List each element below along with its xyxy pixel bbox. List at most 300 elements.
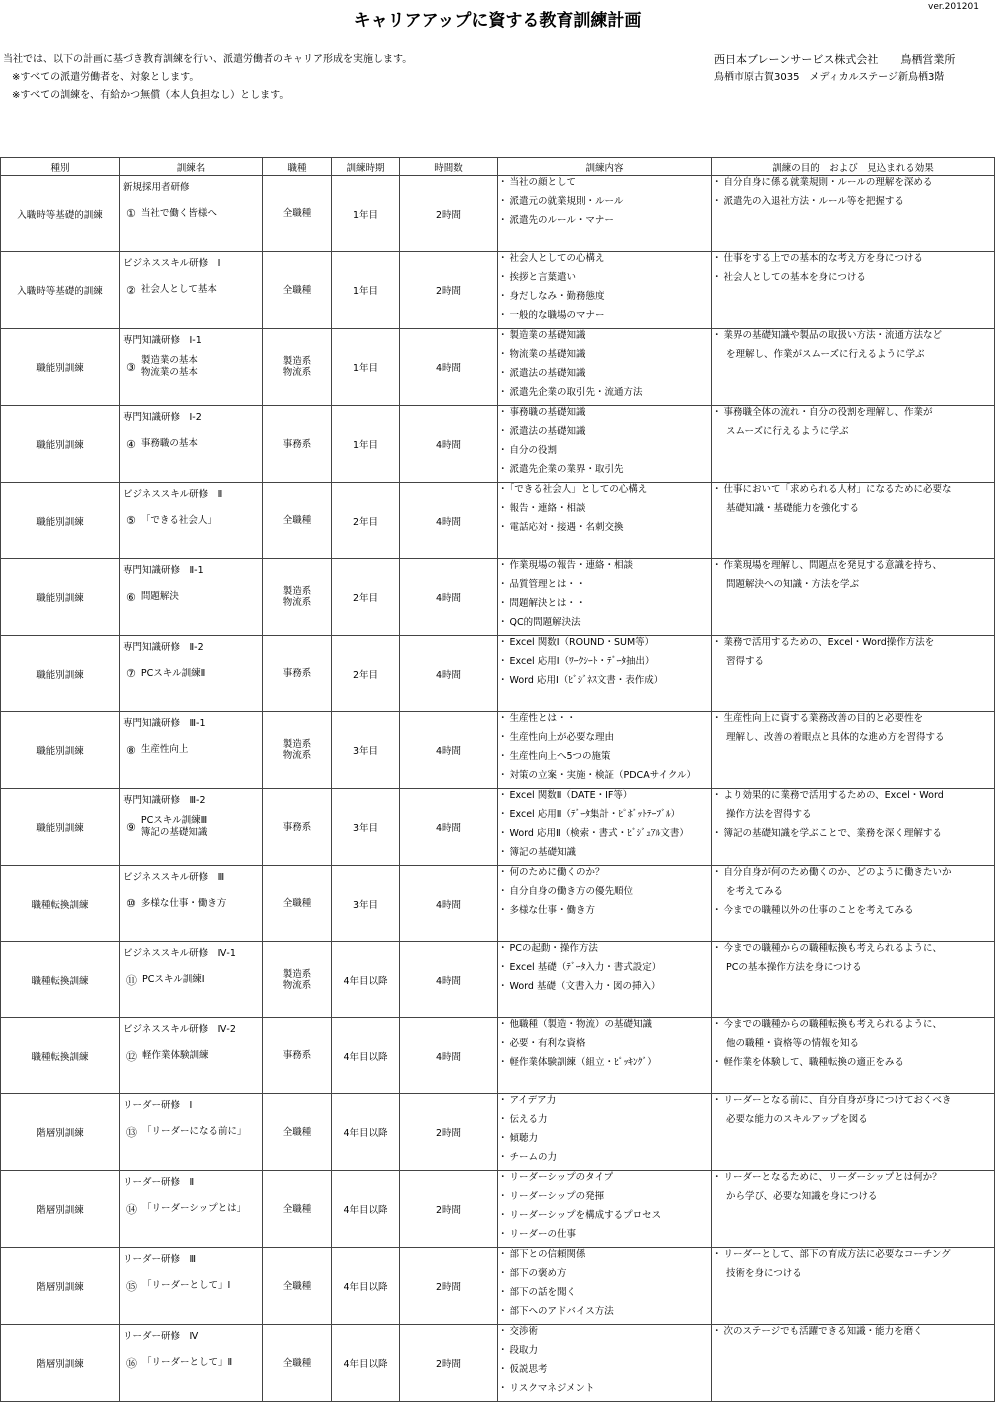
training-name-cell xyxy=(120,176,263,252)
series-label: 専門知識研修 Ⅲ-1 xyxy=(123,718,206,729)
course-name xyxy=(142,1357,232,1369)
content-item: ・ 簿記の基礎知識 xyxy=(498,846,711,865)
goal-line: ・ 軽作業を体験して、職種転換の適正をみる xyxy=(712,1056,994,1075)
content-item: ・ リーダーシップを構成するプロセス xyxy=(498,1209,711,1228)
course-number: ⑨ xyxy=(126,820,136,834)
goal-cell xyxy=(712,789,995,866)
page-title: キャリアアップに資する教育訓練計画 xyxy=(353,11,642,31)
content-item: ・ 対策の立案・実施・検証（PDCAサイクル） xyxy=(498,769,711,788)
category-cell: 階層別訓練 xyxy=(1,1248,120,1325)
goal-line: から学び、必要な知識を身につける xyxy=(726,1191,878,1202)
goal-line: ・ 仕事をする上での基本的な考え方を身につける xyxy=(712,252,994,271)
content-item: ・ 一般的な職場のマナー xyxy=(498,309,711,328)
content-item: ・ 物流業の基礎知識 xyxy=(498,348,711,367)
content-item: ・ 報告・連絡・相談 xyxy=(498,502,711,521)
hours-cell: 4時間 xyxy=(400,559,498,636)
goal-line: 理解し、改善の着眼点と具体的な進め方を習得する xyxy=(726,732,945,743)
course-name xyxy=(142,974,205,986)
goal-line: 習得する xyxy=(726,656,765,667)
goal-line: ・ 自分自身に係る就業規則・ルールの理解を深める xyxy=(712,176,994,195)
series-label: ビジネススキル研修 Ⅳ-1 xyxy=(123,948,236,959)
goal-line: ・ 生産性向上に資する業務改善の目的と必要性を xyxy=(712,712,994,731)
content-item: ・ 必要・有利な資格 xyxy=(498,1037,711,1056)
goal-cell xyxy=(712,712,995,789)
hours-cell: 4時間 xyxy=(400,329,498,406)
contents-cell xyxy=(498,1248,712,1325)
period-cell: 1年目 xyxy=(332,176,400,252)
contents-cell xyxy=(498,866,712,942)
header-cell: 訓練内容 xyxy=(498,158,712,176)
course xyxy=(126,406,258,482)
table-row xyxy=(1,1018,995,1094)
hours-cell: 2時間 xyxy=(400,176,498,252)
hours-cell: 2時間 xyxy=(400,1094,498,1171)
table-row xyxy=(1,252,995,329)
intro-text xyxy=(3,51,412,105)
training-name-cell xyxy=(120,329,263,406)
intro-note: ※すべての訓練を、有給かつ無償（本人負担なし）とします。 xyxy=(12,90,290,101)
contents-cell xyxy=(498,636,712,712)
goal-line: ・ 作業現場を理解し、問題点を発見する意識を持ち、 xyxy=(712,559,994,578)
goal-line: 操作方法を習得する xyxy=(726,809,812,820)
course xyxy=(126,1018,258,1093)
goal-line: ・ 業務で活用するための、Excel・Word操作方法を xyxy=(712,636,994,655)
job-type: 全職種 xyxy=(282,1203,312,1215)
hours-cell: 2時間 xyxy=(400,1248,498,1325)
training-name-cell xyxy=(120,712,263,789)
content-item: ・ 製造業の基礎知識 xyxy=(498,329,711,348)
contents-cell xyxy=(498,329,712,406)
goal-cell xyxy=(712,866,995,942)
goal-line: を考えてみる xyxy=(726,886,784,897)
course-name-line: PCスキル訓練Ⅲ xyxy=(140,815,208,826)
content-item: ・ リスクマネジメント xyxy=(498,1382,711,1401)
course-name-line: 「リーダーシップとは」 xyxy=(142,1203,247,1214)
training-name-cell xyxy=(120,1094,263,1171)
course-name xyxy=(141,208,217,220)
content-item: ・ 軽作業体験訓練（組立・ﾋﾟｯｷﾝｸﾞ） xyxy=(498,1056,711,1075)
course-name-line: 製造業の基本 xyxy=(140,355,198,366)
goal-cell xyxy=(712,1094,995,1171)
table-row xyxy=(1,176,995,252)
course-name-line: 問題解決 xyxy=(140,591,179,602)
goal-line: ・ 簿記の基礎知識を学ぶことで、業務を深く理解する xyxy=(712,827,994,846)
category-cell: 職種転換訓練 xyxy=(1,866,120,942)
content-item: ・ 部下の褒め方 xyxy=(498,1267,711,1286)
series-label: 新規採用者研修 xyxy=(123,182,190,193)
job-type-cell xyxy=(263,866,332,942)
job-type: 物流系 xyxy=(282,750,312,761)
content-item: ・ 作業現場の報告・連絡・相談 xyxy=(498,559,711,578)
goal-line: 必要な能力のスキルアップを図る xyxy=(726,1114,868,1125)
goal-line: 問題解決への知識・方法を学ぶ xyxy=(726,579,860,590)
course-number: ⑩ xyxy=(126,897,136,910)
goal-line: ・ より効果的に業務で活用するための、Excel・Word xyxy=(712,789,994,808)
training-name-cell xyxy=(120,252,263,329)
goal-cell xyxy=(712,176,995,252)
content-item: ・ 伝える力 xyxy=(498,1113,711,1132)
course xyxy=(126,1248,258,1324)
job-type: 全職種 xyxy=(282,1280,312,1292)
hours-cell: 2時間 xyxy=(400,1325,498,1402)
content-item: ・ リーダーシップのタイプ xyxy=(498,1171,711,1190)
goal-line: ・ リーダーとなるために、リーダーシップとは何か？ xyxy=(712,1171,994,1190)
table-body xyxy=(1,176,995,1402)
course xyxy=(126,789,258,865)
series-label: 専門知識研修 Ⅰ-2 xyxy=(123,412,202,423)
course xyxy=(126,866,258,941)
category-cell: 階層別訓練 xyxy=(1,1325,120,1402)
hours-cell: 4時間 xyxy=(400,866,498,942)
contents-cell xyxy=(498,559,712,636)
course-number: ⑮ xyxy=(126,1280,137,1293)
table-row xyxy=(1,1171,995,1248)
course xyxy=(126,942,258,1017)
table-row xyxy=(1,636,995,712)
category-cell: 職能別訓練 xyxy=(1,329,120,406)
course xyxy=(126,636,258,711)
period-cell: 2年目 xyxy=(332,559,400,636)
content-item: ・ 当社の顔として xyxy=(498,176,711,195)
version-label: ver.201201 xyxy=(928,2,979,12)
category-cell: 職能別訓練 xyxy=(1,406,120,483)
content-item: ・ 「できる社会人」としての心構え xyxy=(498,483,711,502)
series-label: ビジネススキル研修 Ⅱ xyxy=(123,489,223,500)
contents-cell xyxy=(498,1171,712,1248)
goal-cell xyxy=(712,1171,995,1248)
goal-line: 技術を身につける xyxy=(726,1268,802,1279)
content-item: ・ 何のために働くのか？ xyxy=(498,866,711,885)
table-row xyxy=(1,789,995,866)
series-label: 専門知識研修 Ⅰ-1 xyxy=(123,335,202,346)
period-cell: 4年目以降 xyxy=(332,1325,400,1402)
period-cell: 2年目 xyxy=(332,483,400,559)
job-type: 物流系 xyxy=(282,367,312,378)
intro-line: 当社では、以下の計画に基づき教育訓練を行い、派遣労働者のキャリア形成を実施します。 xyxy=(3,54,413,65)
training-name-cell xyxy=(120,483,263,559)
goal-line: を理解し、作業がスムーズに行えるように学ぶ xyxy=(726,349,925,360)
course-number: ⑫ xyxy=(126,1049,137,1063)
content-item: ・ チームの力 xyxy=(498,1151,711,1170)
course-name-line: 簿記の基礎知識 xyxy=(140,827,208,838)
goal-line: ・ 次のステージでも活躍できる知識・能力を磨く xyxy=(712,1325,994,1344)
job-type: 製造系 xyxy=(282,968,312,980)
content-item: ・ Word 応用Ⅱ（検索・書式・ﾋﾞｼﾞｭｱﾙ文書） xyxy=(498,827,711,846)
category-cell: 職能別訓練 xyxy=(1,789,120,866)
company-name: 西日本ブレーンサービス株式会社 鳥栖営業所 xyxy=(714,53,956,66)
goal-cell xyxy=(712,1018,995,1094)
content-item: ・ リーダーシップの発揮 xyxy=(498,1190,711,1209)
contents-cell xyxy=(498,1018,712,1094)
course-number: ⑬ xyxy=(126,1126,137,1139)
series-label: ビジネススキル研修 Ⅲ xyxy=(123,872,225,883)
content-item: ・ PCの起動・操作方法 xyxy=(498,942,711,961)
hours-cell: 2時間 xyxy=(400,252,498,329)
job-type-cell xyxy=(263,1094,332,1171)
job-type: 全職種 xyxy=(282,284,312,296)
course-name xyxy=(141,815,208,839)
category-cell: 入職時等基礎的訓練 xyxy=(1,252,120,329)
header-cell: 訓練名 xyxy=(120,158,263,176)
job-type-cell xyxy=(263,252,332,329)
content-item: ・ Excel 応用Ⅰ（ﾜｰｸｼｰﾄ・ﾃﾞｰﾀ抽出） xyxy=(498,655,711,674)
course-name-line: 軽作業体験訓練 xyxy=(142,1049,209,1061)
job-type-cell xyxy=(263,1018,332,1094)
contents-cell xyxy=(498,942,712,1018)
goal-line: ・ 自分自身が何のため働くのか、どのように働きたいか xyxy=(712,866,994,885)
series-label: ビジネススキル研修 Ⅰ xyxy=(123,258,221,269)
content-item: ・ 派遣先企業の取引先・流通方法 xyxy=(498,386,711,405)
period-cell: 2年目 xyxy=(332,636,400,712)
hours-cell: 4時間 xyxy=(400,636,498,712)
job-type: 物流系 xyxy=(282,979,312,991)
content-item: ・ 派遣先のルール・マナー xyxy=(498,214,711,233)
course-name xyxy=(141,591,179,603)
goal-line: ・ 社会人としての基本を身につける xyxy=(712,271,994,290)
job-type-cell xyxy=(263,712,332,789)
content-item: ・ 生産性向上へ5つの施策 xyxy=(498,750,711,769)
hours-cell: 4時間 xyxy=(400,712,498,789)
course-name-line: PCスキル訓練Ⅰ xyxy=(142,973,205,985)
period-cell: 4年目以降 xyxy=(332,1171,400,1248)
series-label: ビジネススキル研修 Ⅳ-2 xyxy=(123,1024,236,1035)
course xyxy=(126,176,258,251)
training-name-cell xyxy=(120,942,263,1018)
contents-cell xyxy=(498,483,712,559)
goal-line: ・ 派遣先の入退社方法・ルール等を把握する xyxy=(712,195,994,214)
content-item: ・ 生産性とは・・ xyxy=(498,712,711,731)
content-item: ・ 生産性向上が必要な理由 xyxy=(498,731,711,750)
table-row xyxy=(1,483,995,559)
series-label: リーダー研修 Ⅳ xyxy=(123,1331,199,1342)
goal-cell xyxy=(712,1248,995,1325)
period-cell: 1年目 xyxy=(332,406,400,483)
course-number: ① xyxy=(126,207,136,220)
content-item: ・ 品質管理とは・・ xyxy=(498,578,711,597)
content-item: ・ 他職種（製造・物流）の基礎知識 xyxy=(498,1018,711,1037)
training-name-cell xyxy=(120,559,263,636)
course xyxy=(126,1171,258,1247)
training-plan-table xyxy=(0,157,995,1402)
hours-cell: 4時間 xyxy=(400,789,498,866)
job-type: 製造系 xyxy=(282,586,312,597)
table-row xyxy=(1,406,995,483)
goal-line: スムーズに行えるように学ぶ xyxy=(726,426,849,437)
content-item: ・ 部下との信頼関係 xyxy=(498,1248,711,1267)
course-number: ⑥ xyxy=(126,590,136,604)
goal-cell xyxy=(712,559,995,636)
hours-cell: 4時間 xyxy=(400,1018,498,1094)
goal-line: ・ 今までの職種からの職種転換も考えられるように、 xyxy=(712,1018,994,1037)
course-number: ⑧ xyxy=(126,743,136,757)
course-name xyxy=(142,1280,230,1292)
goal-line: ・ リーダーとして、部下の育成方法に必要なコーチング xyxy=(712,1248,994,1267)
job-type-cell xyxy=(263,406,332,483)
course-number: ⑭ xyxy=(126,1203,137,1216)
course-name-line: 多様な仕事・働き方 xyxy=(140,897,227,909)
course-name-line: 当社で働く皆様へ xyxy=(140,207,217,219)
job-type-cell xyxy=(263,1248,332,1325)
content-item: ・ 交渉術 xyxy=(498,1325,711,1344)
course-number: ③ xyxy=(126,360,136,374)
category-cell: 職能別訓練 xyxy=(1,559,120,636)
table-row xyxy=(1,559,995,636)
content-item: ・ アイデア力 xyxy=(498,1094,711,1113)
contents-cell xyxy=(498,406,712,483)
content-item: ・ 部下へのアドバイス方法 xyxy=(498,1305,711,1324)
job-type: 製造系 xyxy=(282,739,312,750)
job-type: 全職種 xyxy=(282,1357,312,1369)
course-name-line: 「リーダーになる前に」 xyxy=(142,1126,247,1137)
job-type-cell xyxy=(263,176,332,252)
category-cell: 職能別訓練 xyxy=(1,636,120,712)
course-name xyxy=(141,668,205,680)
content-item: ・ 自分の役割 xyxy=(498,444,711,463)
table-row xyxy=(1,712,995,789)
category-cell: 職能別訓練 xyxy=(1,483,120,559)
period-cell: 4年目以降 xyxy=(332,1018,400,1094)
content-item: ・ 仮説思考 xyxy=(498,1363,711,1382)
category-cell: 職種転換訓練 xyxy=(1,942,120,1018)
job-type: 全職種 xyxy=(282,898,312,909)
contents-cell xyxy=(498,712,712,789)
category-cell: 階層別訓練 xyxy=(1,1094,120,1171)
goal-cell xyxy=(712,636,995,712)
course xyxy=(126,1094,258,1170)
course xyxy=(126,712,258,788)
course-name-line: 「リーダーとして」Ⅱ xyxy=(142,1357,233,1368)
content-item: ・ Word 基礎（文書入力・図の挿入） xyxy=(498,980,711,999)
training-name-cell xyxy=(120,1171,263,1248)
job-type: 全職種 xyxy=(282,515,312,526)
job-type: 事務系 xyxy=(282,821,312,833)
goal-line: ・ 事務職全体の流れ・自分の役割を理解し、作業が xyxy=(712,406,994,425)
goal-line: 他の職種・資格等の情報を知る xyxy=(726,1038,860,1049)
content-item: ・ 社会人としての心構え xyxy=(498,252,711,271)
goal-line: ・ 業界の基礎知識や製品の取扱い方法・流通方法など xyxy=(712,329,994,348)
job-type: 事務系 xyxy=(282,438,312,450)
job-type-cell xyxy=(263,1171,332,1248)
goal-cell xyxy=(712,483,995,559)
course xyxy=(126,329,258,405)
content-item: ・ Excel 関数Ⅰ（ROUND・SUM等） xyxy=(498,636,711,655)
course-number: ⑤ xyxy=(126,514,136,527)
hours-cell: 2時間 xyxy=(400,1171,498,1248)
course-number: ② xyxy=(126,283,136,297)
course-number: ④ xyxy=(126,437,136,451)
period-cell: 1年目 xyxy=(332,329,400,406)
course-name-line: 「リーダーとして」Ⅰ xyxy=(142,1280,231,1291)
content-item: ・ 傾聴力 xyxy=(498,1132,711,1151)
intro-note: ※すべての派遣労働者を、対象とします。 xyxy=(12,72,200,83)
table-row xyxy=(1,329,995,406)
content-item: ・ 身だしなみ・勤務態度 xyxy=(498,290,711,309)
job-type: 全職種 xyxy=(282,208,312,219)
job-type-cell xyxy=(263,636,332,712)
table-row xyxy=(1,942,995,1018)
header-cell: 訓練時期 xyxy=(332,158,400,176)
series-label: リーダー研修 Ⅱ xyxy=(123,1177,195,1188)
header-cell: 職種 xyxy=(263,158,332,176)
contents-cell xyxy=(498,1094,712,1171)
series-label: リーダー研修 Ⅲ xyxy=(123,1254,197,1265)
content-item: ・ 事務職の基礎知識 xyxy=(498,406,711,425)
content-item: ・ Excel 関数Ⅱ（DATE・IF等） xyxy=(498,789,711,808)
hours-cell: 4時間 xyxy=(400,483,498,559)
series-label: 専門知識研修 Ⅲ-2 xyxy=(123,795,206,806)
series-label: 専門知識研修 Ⅱ-2 xyxy=(123,642,204,653)
job-type: 製造系 xyxy=(282,356,312,367)
goal-line: ・ 今までの職種以外の仕事のことを考えてみる xyxy=(712,904,994,923)
job-type-cell xyxy=(263,329,332,406)
category-cell: 階層別訓練 xyxy=(1,1171,120,1248)
job-type: 事務系 xyxy=(282,1050,312,1061)
course-number: ⑦ xyxy=(126,667,136,680)
course-name-line: 「できる社会人」 xyxy=(140,514,217,526)
content-item: ・ 派遣法の基礎知識 xyxy=(498,425,711,444)
course-name xyxy=(142,1203,246,1215)
course-name-line: 事務職の基本 xyxy=(140,438,198,449)
series-label: 専門知識研修 Ⅱ-1 xyxy=(123,565,204,576)
training-name-cell xyxy=(120,406,263,483)
course xyxy=(126,252,258,328)
content-item: ・ Excel 基礎（ﾃﾞｰﾀ入力・書式設定） xyxy=(498,961,711,980)
content-item: ・ リーダーの仕事 xyxy=(498,1228,711,1247)
course-name xyxy=(142,1050,209,1062)
period-cell: 3年目 xyxy=(332,712,400,789)
course-name xyxy=(141,515,217,527)
course-name xyxy=(142,1126,247,1138)
period-cell: 1年目 xyxy=(332,252,400,329)
course-name-line: PCスキル訓練Ⅱ xyxy=(140,667,206,679)
job-type-cell xyxy=(263,483,332,559)
goal-line: 基礎知識・基礎能力を強化する xyxy=(726,503,860,514)
course-name xyxy=(141,438,198,450)
company-info xyxy=(714,51,955,87)
content-item: ・ 挨拶と言葉遣い xyxy=(498,271,711,290)
hours-cell: 4時間 xyxy=(400,406,498,483)
goal-line: ・ 仕事において「求められる人材」になるために必要な xyxy=(712,483,994,502)
training-name-cell xyxy=(120,789,263,866)
hours-cell: 4時間 xyxy=(400,942,498,1018)
company-address: 鳥栖市原古賀3035 メディカルステージ新鳥栖3階 xyxy=(714,72,945,83)
course-name xyxy=(141,898,227,910)
course-number: ⑯ xyxy=(126,1357,137,1370)
table-row xyxy=(1,866,995,942)
training-name-cell xyxy=(120,636,263,712)
content-item: ・ 部下の話を聞く xyxy=(498,1286,711,1305)
course-name xyxy=(141,744,189,756)
table-header-row xyxy=(1,158,995,176)
course-name-line: 生産性向上 xyxy=(140,744,189,755)
goal-line: ・ リーダーとなる前に、自分自身が身につけておくべき xyxy=(712,1094,994,1113)
period-cell: 3年目 xyxy=(332,866,400,942)
content-item: ・ 派遣元の就業規則・ルール xyxy=(498,195,711,214)
content-item: ・ Word 応用Ⅰ（ﾋﾞｼﾞﾈｽ文書・表作成） xyxy=(498,674,711,693)
training-name-cell xyxy=(120,1248,263,1325)
training-name-cell xyxy=(120,1018,263,1094)
category-cell: 職能別訓練 xyxy=(1,712,120,789)
header-cell: 時間数 xyxy=(400,158,498,176)
course-name-line: 物流業の基本 xyxy=(140,367,198,378)
goal-cell xyxy=(712,252,995,329)
period-cell: 4年目以降 xyxy=(332,942,400,1018)
contents-cell xyxy=(498,789,712,866)
header-cell: 訓練の目的 および 見込まれる効果 xyxy=(712,158,995,176)
job-type-cell xyxy=(263,942,332,1018)
training-name-cell xyxy=(120,866,263,942)
period-cell: 3年目 xyxy=(332,789,400,866)
